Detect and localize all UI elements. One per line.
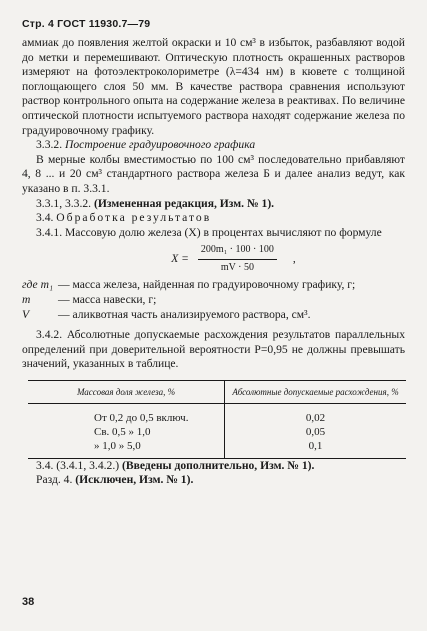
table-row [28, 403, 406, 425]
variable-definitions [22, 278, 405, 322]
amendment-text: (Измененная редакция, Изм. № 1). [93, 196, 275, 210]
section-number: 3.4. [36, 211, 54, 225]
table-cell-value: 0,1 [225, 439, 406, 459]
definition-row [22, 278, 405, 293]
definition-symbol: V [22, 307, 30, 321]
page-number: 38 [22, 596, 35, 608]
table-cell-range: Св. 0,5 » 1,0 [28, 425, 225, 439]
table-cell-value: 0,05 [305, 425, 326, 438]
amendment-note-1 [22, 197, 405, 212]
table-cell-range: » 1,0 » 5,0 [28, 439, 225, 459]
section-3-3-2-paragraph: В мерные колбы вместимостью по 100 см³ последовательно прибавляют 4, 8 ... и 20 см³ стандартного раствора железа Б и далее анализ ведут, как указано в п. 3.3.1. [22, 152, 405, 195]
formula-fraction [198, 243, 277, 275]
section-title: Построение градуировочного графика [65, 138, 256, 152]
table-cell-value: 0,02 [305, 411, 326, 424]
definition-row [22, 308, 405, 323]
intro-paragraph: аммиак до появления желтой окраски и 10 см³ в избыток, разбавляют водой до метки и перемешивают. Оптическую плотность окрашенных растворов измеряют на фотоэлектроколориметре (λ=434 нм) в кювете с толщиной поглощающего слоя 50 мм. В качестве раствора сравнения используют раствор контрольного опыта на содержание железа в реактивах. По величине оптической плотности испытуемого раствора находят содержание железа по градуировочному графику. [22, 36, 405, 137]
amendment-ref: Разд. 4. [36, 473, 73, 487]
amendment-ref: 3.3.1, 3.3.2. [36, 196, 92, 210]
section-3-3-2-heading [22, 138, 405, 153]
formula-denominator: mV · 50 [220, 261, 254, 273]
table-row [28, 439, 406, 459]
table-header-mass-fraction: Массовая доля железа, % [28, 380, 225, 403]
amendment-note-3 [22, 473, 405, 488]
amendment-note-2 [22, 459, 405, 474]
document-body [22, 36, 405, 488]
iron-fraction-formula [62, 244, 405, 274]
section-number: 3.3.2. [36, 138, 63, 152]
table-row [28, 425, 406, 439]
table-header-tolerance: Абсолютные допускаемые расхождения, % [225, 380, 406, 403]
formula-numerator: 200m₁ · 100 · 100 [198, 243, 277, 260]
amendment-text: (Исключен, Изм. № 1). [75, 473, 194, 487]
formula-tail: , [292, 253, 296, 266]
section-3-4-heading [22, 211, 405, 226]
table-cell-range: От 0,2 до 0,5 включ. [28, 403, 225, 425]
definition-text: — аликвотная часть анализируемого раствора, см³. [58, 307, 311, 321]
definition-symbol: m [22, 292, 31, 306]
definition-symbol: где m₁ [22, 278, 53, 292]
amendment-ref: 3.4. (3.4.1, 3.4.2.) [36, 458, 120, 472]
formula-lhs: X = [171, 253, 189, 266]
section-title: Обработка результатов [56, 211, 212, 225]
tolerance-table [28, 380, 406, 459]
definition-text: — масса навески, г; [58, 292, 157, 306]
amendment-text: (Введены дополнительно, Изм. № 1). [122, 458, 315, 472]
section-3-4-1-paragraph: 3.4.1. Массовую долю железа (X) в процентах вычисляют по формуле [36, 225, 382, 239]
section-3-4-2-paragraph: 3.4.2. Абсолютные допускаемые расхождения результатов параллельных определений при доверительной вероятности P=0,95 не должны превышать значений, указанных в таблице. [22, 328, 405, 371]
definition-text: — масса железа, найденная по градуировочному графику, г; [58, 278, 356, 292]
page-header: Стр. 4 ГОСТ 11930.7—79 [22, 18, 151, 30]
table-header-row [28, 380, 406, 403]
definition-row [22, 293, 405, 308]
